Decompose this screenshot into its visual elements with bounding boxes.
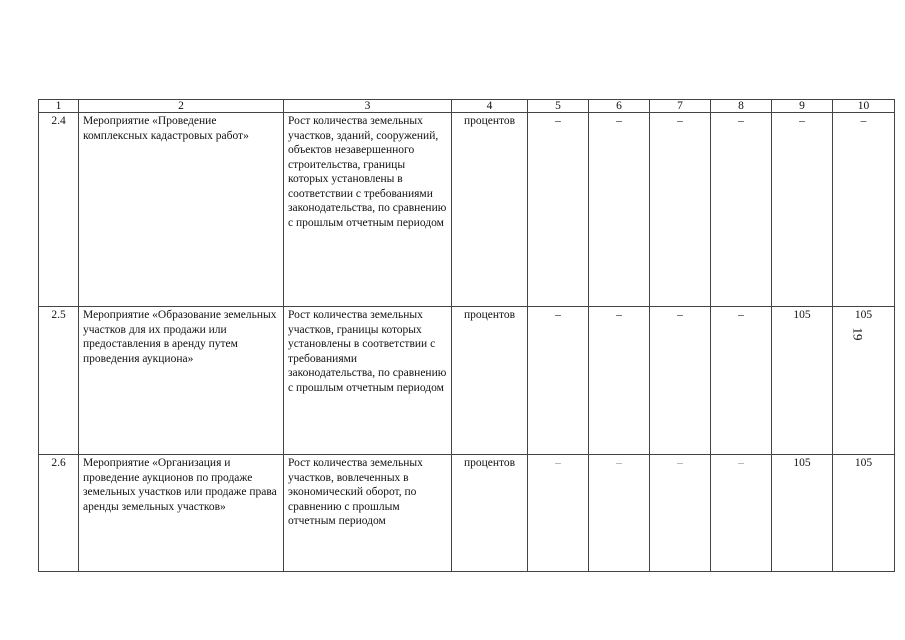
event-name: Мероприятие «Организация и проведение аукционов по продаже земельных участков или продаже права аренды земельных участков» <box>79 455 284 572</box>
value-cell: – <box>772 113 833 307</box>
header-cell: 4 <box>452 100 528 113</box>
header-cell: 9 <box>772 100 833 113</box>
value-cell: – <box>650 113 711 307</box>
value-cell: – <box>711 307 772 455</box>
page-number: 19 <box>850 327 866 341</box>
header-row <box>39 100 895 113</box>
value-cell: 105 <box>772 455 833 572</box>
event-name: Мероприятие «Образование земельных участков для их продажи или предоставления в аренду путем проведения аукциона» <box>79 307 284 455</box>
indicators-table <box>38 99 895 572</box>
header-cell: 7 <box>650 100 711 113</box>
value-cell: – <box>711 113 772 307</box>
value-cell: – <box>650 307 711 455</box>
value-cell: – <box>528 307 589 455</box>
value-cell: – <box>528 455 589 572</box>
value-cell: – <box>711 455 772 572</box>
row-number: 2.5 <box>39 307 79 455</box>
unit-cell: процентов <box>452 455 528 572</box>
value-cell: 105 <box>772 307 833 455</box>
unit-cell: процентов <box>452 113 528 307</box>
unit-cell: процентов <box>452 307 528 455</box>
header-cell: 6 <box>589 100 650 113</box>
indicator-text: Рост количества земельных участков, границы которых установлены в соответствии с требованиями законодательства, по сравнению с прошлым отчетным периодом <box>284 307 452 455</box>
value-cell: – <box>589 113 650 307</box>
table-row <box>39 455 895 572</box>
value-cell: 105 <box>833 307 895 455</box>
indicator-text: Рост количества земельных участков, вовлеченных в экономический оборот, по сравнению с прошлым отчетным периодом <box>284 455 452 572</box>
value-cell: – <box>650 455 711 572</box>
header-cell: 10 <box>833 100 895 113</box>
indicator-text: Рост количества земельных участков, зданий, сооружений, объектов незавершенного строительства, границы которых установлены в соответствии с требованиями законодательства, по сравнению с прошлым отчетным периодом <box>284 113 452 307</box>
header-cell: 5 <box>528 100 589 113</box>
value-cell: – <box>589 455 650 572</box>
event-name: Мероприятие «Проведение комплексных кадастровых работ» <box>79 113 284 307</box>
value-cell: – <box>528 113 589 307</box>
header-cell: 2 <box>79 100 284 113</box>
header-cell: 1 <box>39 100 79 113</box>
value-cell: 105 <box>833 455 895 572</box>
table-row <box>39 113 895 307</box>
row-number: 2.4 <box>39 113 79 307</box>
row-number: 2.6 <box>39 455 79 572</box>
value-cell: – <box>589 307 650 455</box>
table-row <box>39 307 895 455</box>
header-cell: 3 <box>284 100 452 113</box>
value-cell: – <box>833 113 895 307</box>
header-cell: 8 <box>711 100 772 113</box>
